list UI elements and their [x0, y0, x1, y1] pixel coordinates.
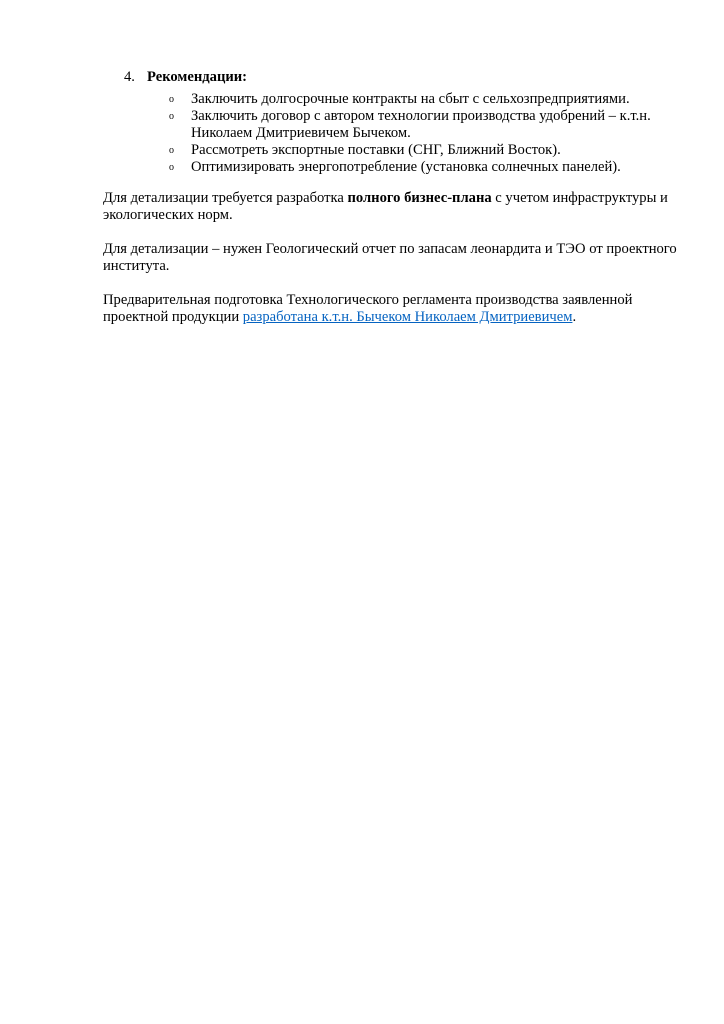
- paragraph-text: .: [572, 309, 577, 325]
- paragraph-text: Для детализации требуется разработка: [103, 190, 348, 206]
- list-item-text: Заключить договор с автором технологии производства удобрений – к.т.н. Николаем Дмитриевичем Бычеком.: [191, 108, 651, 141]
- recommendations-list: [169, 91, 669, 176]
- section-number: 4.: [124, 69, 135, 85]
- list-item-text: Оптимизировать энергопотребление (установка солнечных панелей).: [191, 159, 621, 175]
- business-plan-paragraph: [103, 190, 683, 224]
- list-item: [169, 142, 669, 159]
- regulation-paragraph: [103, 292, 683, 326]
- author-link[interactable]: разработана к.т.н. Бычеком Николаем Дмитриевичем: [242, 309, 573, 325]
- circle-bullet-icon: o: [169, 145, 174, 156]
- list-item-text: Заключить долгосрочные контракты на сбыт с сельхозпредприятиями.: [191, 91, 630, 107]
- circle-bullet-icon: o: [169, 111, 174, 122]
- section-heading: [124, 68, 247, 86]
- paragraph-text: Предварительная подготовка Технологического регламента производства заявленной проектной продукции: [103, 292, 633, 325]
- circle-bullet-icon: o: [169, 162, 174, 173]
- paragraph-text: с учетом инфраструктуры и экологических норм.: [103, 190, 668, 223]
- list-item: [169, 91, 669, 108]
- circle-bullet-icon: o: [169, 94, 174, 105]
- list-item: [169, 108, 669, 142]
- list-item: [169, 159, 669, 176]
- section-title: Рекомендации:: [147, 69, 248, 85]
- list-item-text: Рассмотреть экспортные поставки (СНГ, Ближний Восток).: [191, 142, 561, 158]
- bold-phrase: полного бизнес-плана: [347, 190, 492, 206]
- geology-report-paragraph: Для детализации – нужен Геологический отчет по запасам леонардита и ТЭО от проектного института.: [103, 241, 677, 274]
